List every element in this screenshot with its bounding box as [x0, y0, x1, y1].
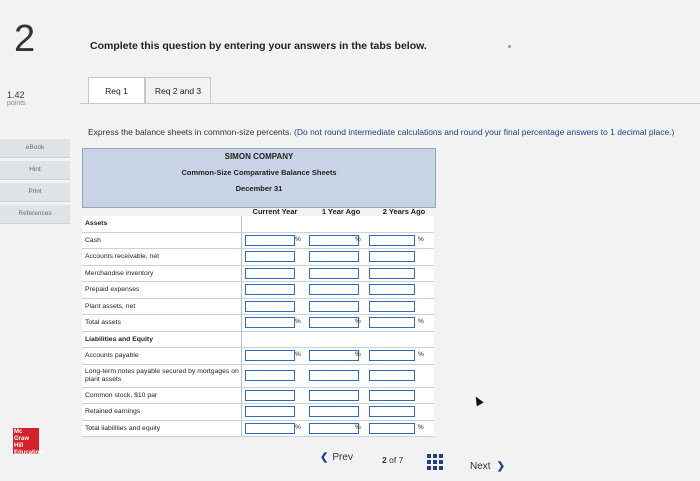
chevron-right-icon: ❯ — [496, 461, 505, 472]
sidebar-item-ebook[interactable]: eBook — [0, 139, 70, 158]
percent-sign: % — [418, 423, 424, 431]
row-label: Total liabilities and equity — [82, 421, 242, 437]
points-value: 1.42 — [7, 90, 25, 100]
statement-date: December 31 — [235, 184, 283, 193]
tab-req-1[interactable]: Req 1 — [88, 77, 145, 104]
row-label: Common stock, $10 par — [82, 388, 242, 404]
row-label: Plant assets, net — [82, 299, 242, 315]
percent-input[interactable] — [245, 301, 295, 312]
percent-input[interactable] — [245, 406, 295, 417]
table-row — [82, 388, 434, 405]
percent-input[interactable] — [369, 423, 415, 434]
column-header-1-year-ago: 1 Year Ago — [321, 207, 361, 216]
decorative-dot — [508, 45, 511, 48]
page-indicator — [382, 455, 403, 465]
percent-sign: % — [355, 318, 361, 325]
question-grid-icon[interactable] — [427, 454, 443, 470]
row-label: Cash — [82, 233, 242, 249]
page-current: 2 — [382, 455, 387, 465]
percent-input[interactable] — [369, 301, 415, 312]
percent-sign: % — [295, 235, 301, 243]
percent-sign: % — [355, 423, 361, 431]
percent-input[interactable] — [369, 251, 415, 262]
percent-input[interactable] — [309, 406, 359, 417]
next-label: Next — [470, 461, 491, 472]
percent-sign: % — [418, 318, 424, 325]
question-panel — [80, 103, 700, 141]
percent-input[interactable] — [309, 235, 359, 246]
percent-input[interactable] — [309, 370, 359, 381]
row-label: Liabilities and Equity — [82, 332, 242, 348]
points-label: points — [7, 100, 26, 108]
percent-sign: % — [418, 235, 424, 243]
percent-input[interactable] — [369, 406, 415, 417]
table-row — [82, 348, 434, 365]
row-label: Accounts payable — [82, 348, 242, 364]
percent-input[interactable] — [369, 350, 415, 361]
percent-input[interactable] — [309, 317, 359, 328]
table-row — [82, 332, 434, 349]
question-number: 2 — [14, 18, 36, 60]
question-instruction: Complete this question by entering your answers in the tabs below. — [90, 40, 427, 52]
percent-input[interactable] — [309, 390, 359, 401]
next-button[interactable] — [470, 461, 505, 472]
column-header-2-years-ago: 2 Years Ago — [382, 207, 426, 216]
sidebar-item-hint[interactable]: Hint — [0, 161, 70, 180]
percent-input[interactable] — [309, 284, 359, 295]
percent-sign: % — [355, 235, 361, 243]
publisher-logo: Mc Graw Hill Education — [14, 429, 44, 456]
percent-input[interactable] — [309, 301, 359, 312]
mouse-cursor-icon — [472, 395, 483, 407]
percent-input[interactable] — [309, 423, 359, 434]
prev-label: Prev — [332, 452, 353, 463]
percent-input[interactable] — [309, 268, 359, 279]
page-total: 7 — [398, 455, 404, 465]
table-row — [82, 233, 434, 250]
sidebar-item-references[interactable]: References — [0, 205, 70, 224]
table-row — [82, 404, 434, 421]
table-row — [82, 315, 434, 332]
row-label: Long-term notes payable secured by mortgages on plant assets — [82, 365, 242, 387]
percent-input[interactable] — [369, 317, 415, 328]
percent-input[interactable] — [309, 350, 359, 361]
table-row — [82, 282, 434, 299]
tab-req-2-and-3[interactable]: Req 2 and 3 — [145, 77, 211, 104]
row-label: Assets — [82, 216, 242, 232]
percent-input[interactable] — [369, 235, 415, 246]
prev-button[interactable] — [320, 452, 353, 463]
prompt-text: Express the balance sheets in common-size percents. — [88, 127, 292, 137]
sidebar-item-print[interactable]: Print — [0, 183, 70, 202]
company-name: SIMON COMPANY — [224, 152, 294, 161]
row-label: Retained earnings — [82, 404, 242, 420]
percent-input[interactable] — [369, 390, 415, 401]
question-prompt — [88, 127, 688, 137]
percent-input[interactable] — [245, 284, 295, 295]
table-row — [82, 216, 434, 233]
percent-input[interactable] — [245, 268, 295, 279]
percent-input[interactable] — [369, 284, 415, 295]
percent-input[interactable] — [245, 251, 295, 262]
percent-sign: % — [295, 423, 301, 431]
table-row — [82, 421, 434, 438]
table-row — [82, 249, 434, 266]
percent-input[interactable] — [245, 390, 295, 401]
percent-input[interactable] — [245, 235, 295, 246]
points-display — [7, 91, 26, 108]
resource-sidebar — [0, 139, 70, 227]
percent-input[interactable] — [369, 370, 415, 381]
statement-header — [82, 148, 436, 208]
prompt-note: (Do not round intermediate calculations and round your final percentage answers to 1 decimal place.) — [294, 127, 675, 137]
table-row — [82, 299, 434, 316]
table-row — [82, 365, 434, 388]
column-header-current-year: Current Year — [252, 207, 298, 216]
table-row — [82, 266, 434, 283]
percent-input[interactable] — [245, 317, 295, 328]
percent-sign: % — [355, 351, 361, 358]
percent-input[interactable] — [369, 268, 415, 279]
percent-input[interactable] — [245, 423, 295, 434]
row-label: Accounts receivable, net — [82, 249, 242, 265]
balance-sheet-table — [82, 216, 434, 437]
percent-input[interactable] — [245, 350, 295, 361]
percent-sign: % — [418, 351, 424, 358]
percent-input[interactable] — [309, 251, 359, 262]
page-of: of — [389, 455, 397, 465]
chevron-left-icon: ❮ — [320, 452, 329, 463]
statement-title: Common-Size Comparative Balance Sheets — [181, 168, 337, 177]
row-label: Total assets — [82, 315, 242, 331]
percent-sign: % — [295, 318, 301, 325]
percent-input[interactable] — [245, 370, 295, 381]
percent-sign: % — [295, 351, 301, 358]
row-label: Prepaid expenses — [82, 282, 242, 298]
row-label: Merchandise inventory — [82, 266, 242, 282]
